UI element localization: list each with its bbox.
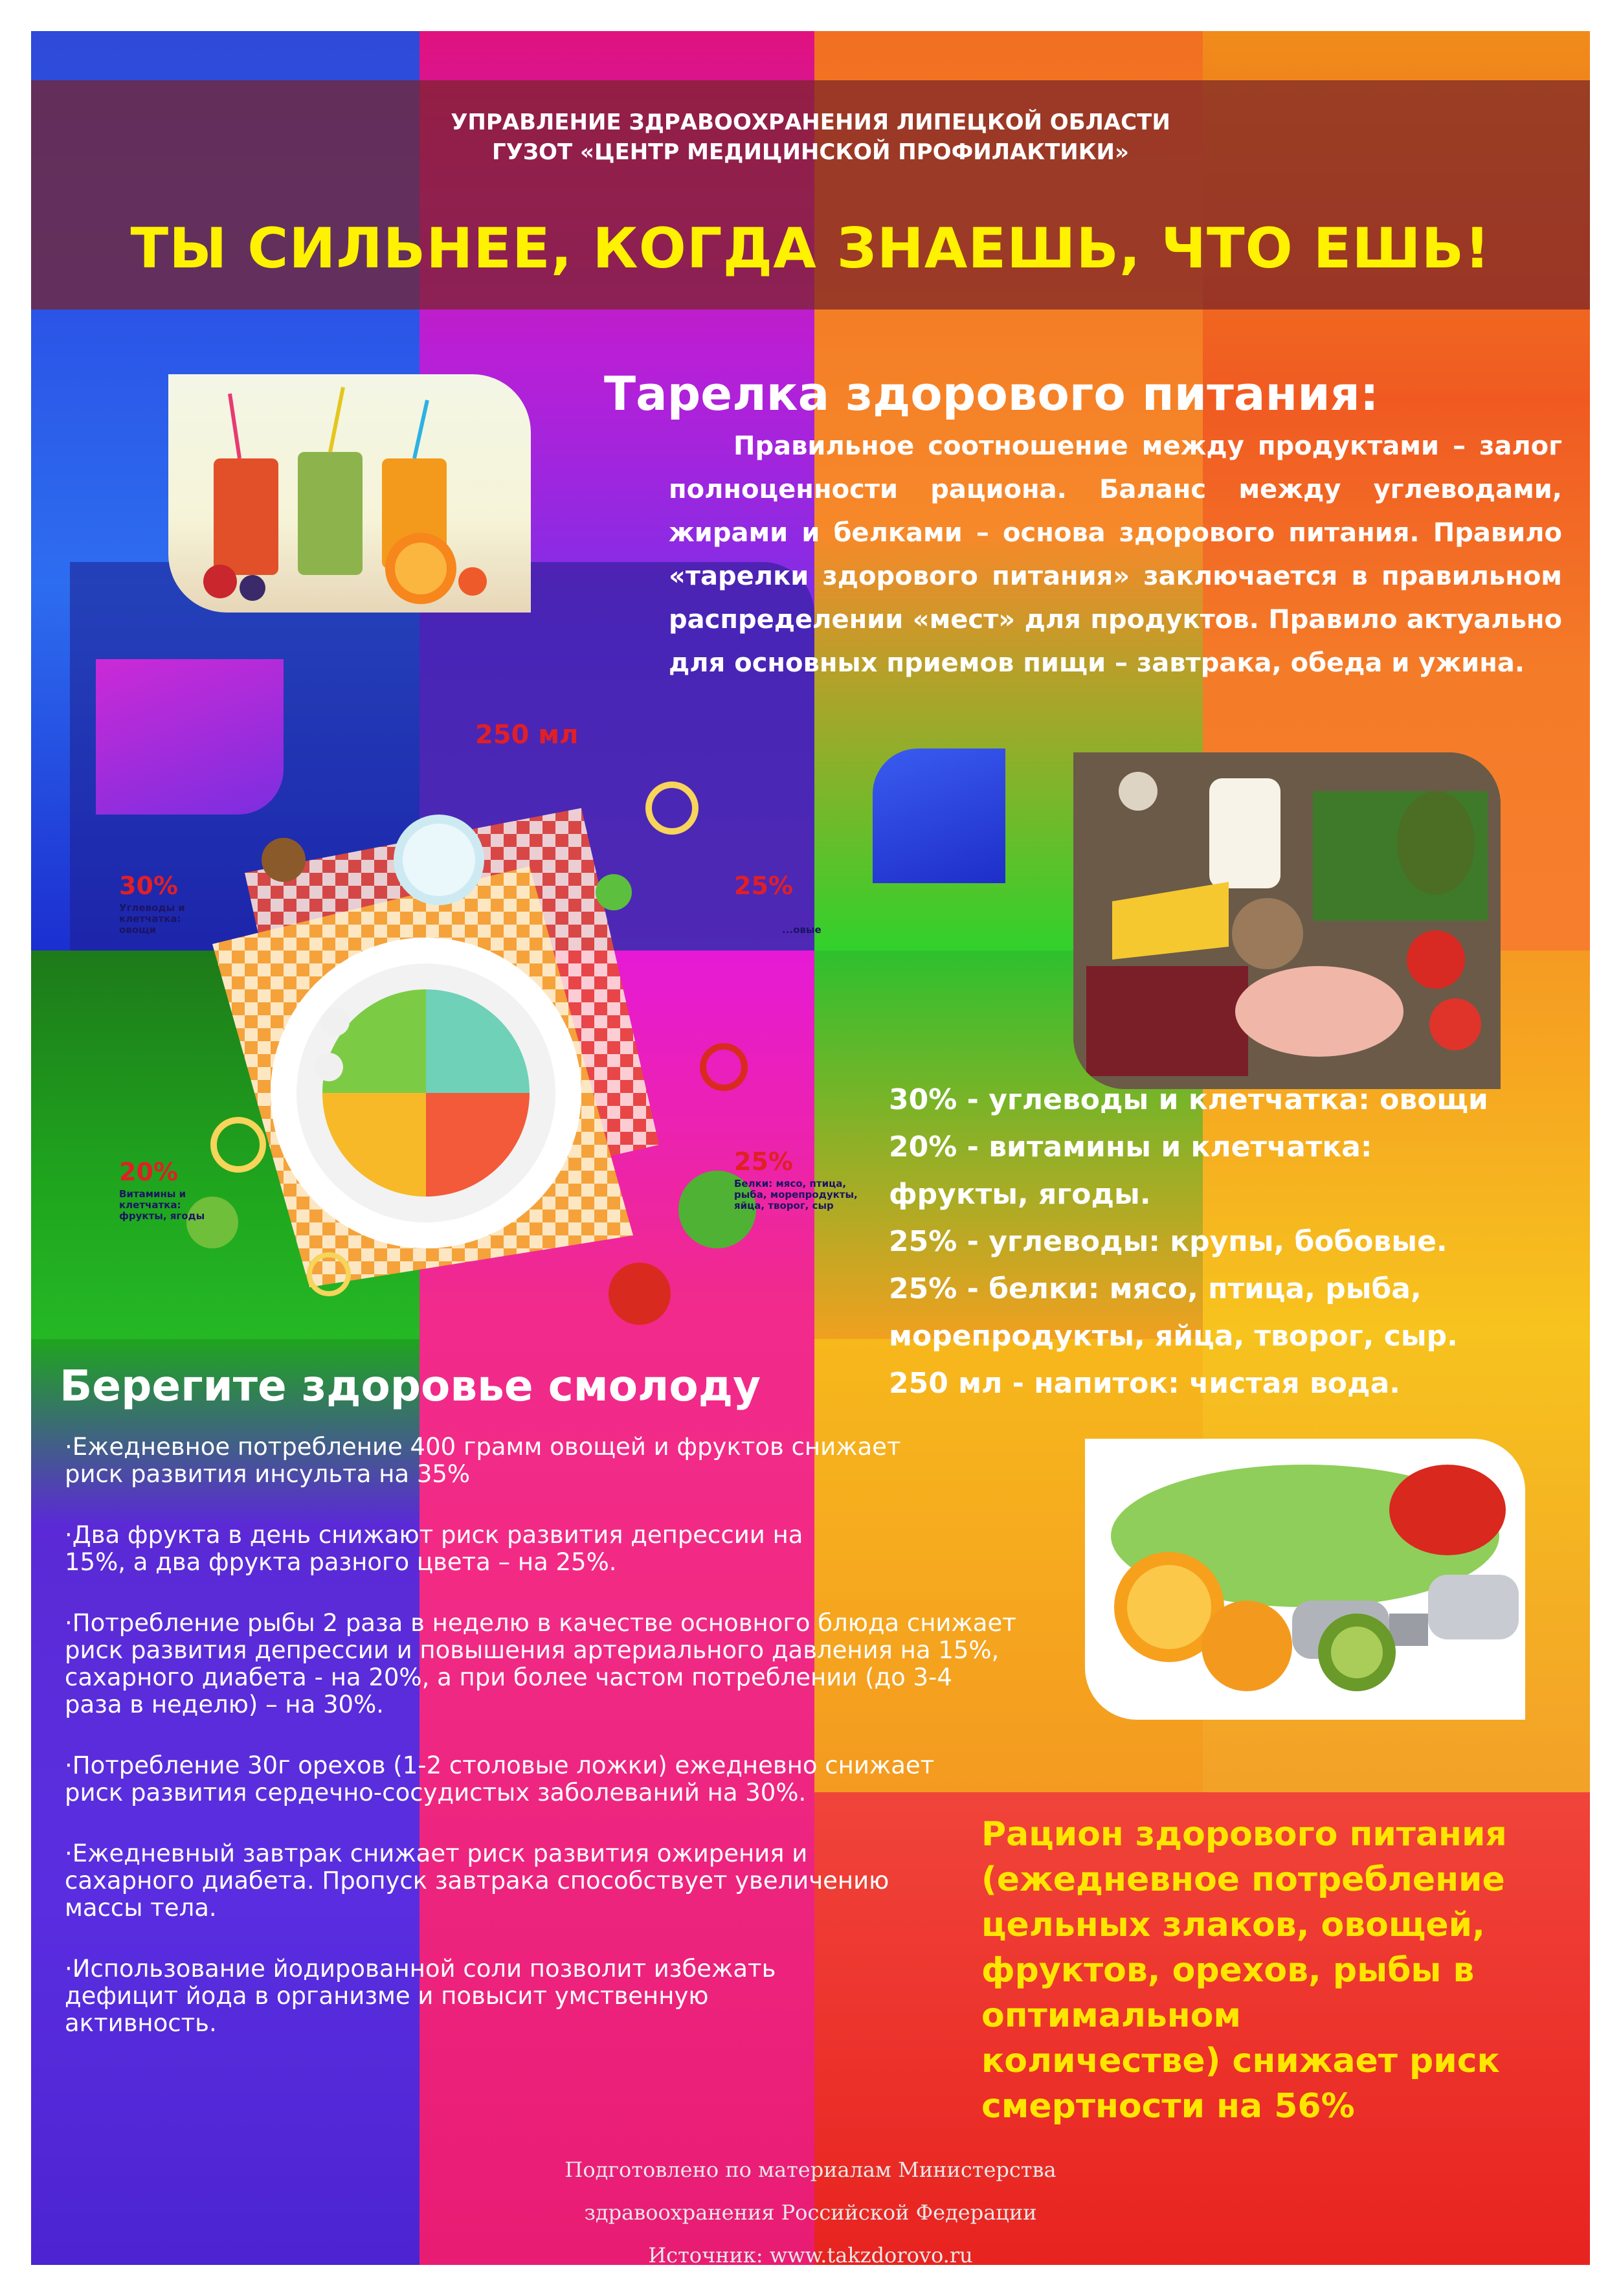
portions-list (889, 1076, 1575, 1407)
footer-source-link[interactable]: Источник: www.takzdorovo.ru (648, 2243, 973, 2265)
page-title: ТЫ СИЛЬНЕЕ, КОГДА ЗНАЕШЬ, ЧТО ЕШЬ! (130, 216, 1491, 281)
ration-line: смертности на 56% (981, 2087, 1355, 2126)
portion-line: 30% - углеводы и клетчатка: овощи (889, 1083, 1488, 1116)
fitness-graphic (1085, 1439, 1525, 1720)
poster (31, 31, 1590, 2265)
diagram-bottom-left-sub: Витамины и клетчатка: фрукты, ягоды (119, 1188, 205, 1222)
org-line-1: УПРАВЛЕНИЕ ЗДРАВООХРАНЕНИЯ ЛИПЕЦКОЙ ОБЛАСТИ (451, 109, 1170, 135)
diagram-top-right-sub: ...овые (782, 924, 822, 936)
ration-line: оптимальном (981, 1996, 1241, 2035)
ration-line: Рацион здорового питания (981, 1815, 1507, 1854)
ration-line: количестве) снижает риск (981, 2042, 1500, 2080)
fact-item: ·Ежедневный завтрак снижает риск развития ожирения и сахарного диабета. Пропуск завтрака способствует увеличению массы тела. (65, 1840, 889, 1922)
plate-section-intro: Правильное соотношение между продуктами – залог полноценности рациона. Баланс между углеводами, жирами и белками – основа здорового питания. Правило «тарелки здорового питания» заключается в правильном распределении «мест» для продуктов. Правило актуально для основных приемов пищи – завтрака, обеда и ужина. (669, 431, 1562, 678)
diagram-bottom-right-sub: Белки: мясо, птица, рыба, морепродукты, яйца, творог, сыр (734, 1178, 858, 1211)
plate-section-title: Тарелка здорового питания: (604, 366, 1379, 421)
plate-diagram (115, 730, 827, 1339)
org-name (31, 107, 1590, 167)
diagram-top-right-percent: 25% (734, 872, 793, 900)
portion-line: 250 мл - напиток: чистая вода. (889, 1367, 1400, 1400)
health-facts (65, 1433, 1016, 2071)
ration-line: (ежедневное потребление (981, 1860, 1505, 1899)
plate-illustration (115, 730, 827, 1339)
products-graphic (1073, 752, 1501, 1089)
footer-line-2: здравоохранения Российской Федерации (584, 2200, 1037, 2225)
portion-line: 20% - витамины и клетчатка: (889, 1131, 1372, 1164)
products-photo (1073, 752, 1501, 1089)
diagram-bottom-right-percent: 25% (734, 1147, 793, 1176)
portion-line: 25% - углеводы: крупы, бобовые. (889, 1225, 1448, 1258)
smoothies-photo (168, 374, 531, 613)
diagram-bottom-left-percent: 20% (119, 1158, 178, 1186)
fact-item: ·Два фрукта в день снижают риск развития депрессии на 15%, а два фрукта разного цвета – на 25%. (65, 1521, 803, 1576)
fact-item: ·Потребление рыбы 2 раза в неделю в качестве основного блюда снижает риск развития депрессии и повышения артериального давления на 15%, сахарного диабета - на 20%, а при более частом потреблении (до 3-4 раза в неделю) – на 30%. (65, 1609, 1016, 1718)
diagram-drink-label: 250 мл (475, 720, 579, 750)
diagram-top-left-sub: Углеводы и клетчатка: овощи (119, 902, 185, 936)
portion-line: фрукты, ягоды. (889, 1178, 1151, 1211)
fact-item: ·Ежедневное потребление 400 грамм овощей и фруктов снижает риск развития инсульта на 35% (65, 1433, 901, 1488)
footer-credits (31, 2148, 1590, 2265)
ration-line: цельных злаков, овощей, (981, 1906, 1485, 1944)
portion-line: морепродукты, яйца, творог, сыр. (889, 1320, 1458, 1353)
diagram-top-left-percent: 30% (119, 872, 178, 900)
ration-line: фруктов, орехов, рыбы в (981, 1951, 1475, 1990)
fact-item: ·Использование йодированной соли позволит избежать дефицит йода в организме и повысит умственную активность. (65, 1955, 776, 2037)
footer-line-1: Подготовлено по материалам Министерства (565, 2157, 1056, 2182)
decor-blue-square (873, 748, 1005, 883)
portion-line: 25% - белки: мясо, птица, рыба, (889, 1272, 1422, 1305)
org-line-2: ГУЗОТ «ЦЕНТР МЕДИЦИНСКОЙ ПРОФИЛАКТИКИ» (492, 139, 1129, 165)
fact-item: ·Потребление 30г орехов (1-2 столовые ложки) ежедневно снижает риск развития сердечно-сосудистых заболеваний на 30%. (65, 1751, 935, 1806)
health-section-title: Берегите здоровье смолоду (60, 1361, 761, 1411)
fitness-photo (1085, 1439, 1525, 1720)
ration-statement (981, 1812, 1577, 2129)
smoothie-glasses-graphic (168, 374, 531, 613)
